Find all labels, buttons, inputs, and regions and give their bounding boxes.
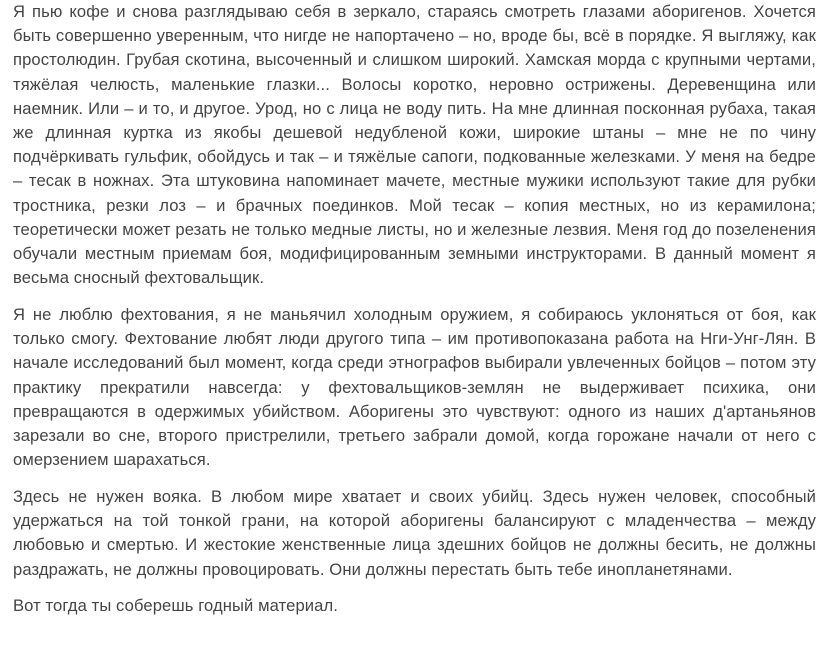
article-body bbox=[13, 0, 816, 631]
paragraph-2: Я не люблю фехтования, я не маньячил холодным оружием, я собираюсь уклоняться от боя, как только смогу. Фехтование любят люди другого типа – им противопоказана работа на Нги-Унг-Лян. В начале исследований был момент, когда среди этнографов выбирали увлеченных бойцов – потом эту практику прекратили навсегда: у фехтовальщиков-землян не выдерживает психика, они превращаются в одержимых убийством. Аборигены это чувствуют: одного из наших д'артаньянов зарезали во сне, второго пристрелили, третьего забрали домой, когда горожане начали от него с омерзением шарахаться. bbox=[13, 305, 816, 470]
paragraph-4: Вот тогда ты соберешь годный материал. bbox=[13, 596, 338, 616]
paragraph-3: Здесь не нужен вояка. В любом мире хватает и своих убийц. Здесь нужен человек, способный удержаться на той тонкой грани, на которой аборигены балансируют с младенчества – между любовью и смертью. И жестокие женственные лица здешних бойцов не должны бесить, не должны раздражать, не должны провоцировать. Они должны перестать быть тебе инопланетянами. bbox=[13, 487, 816, 579]
paragraph-1: Я пью кофе и снова разглядываю себя в зеркало, стараясь смотреть глазами аборигенов. Хочется быть совершенно уверенным, что нигде не напортачено – но, вроде бы, всё в порядке. Я выгляжу, как простолюдин. Грубая скотина, высоченный и слишком широкий. Хамская морда с крупными чертами, тяжёлая челюсть, маленькие глазки... Волосы коротко, неровно острижены. Деревенщина или наемник. Или – и то, и другое. Урод, но с лица не воду пить. На мне длинная посконная рубаха, такая же длинная куртка из якобы дешевой недубленой кожи, широкие штаны – мне не по чину подчёркивать гульфик, обойдусь и так – и тяжёлые сапоги, подкованные железками. У меня на бедре – тесак в ножнах. Эта штуковина напоминает мачете, местные мужики используют такие для рубки тростника, резки лоз – и брачных поединков. Мой тесак – копия местных, но из керамилона; теоретически может резать не только медные листы, но и железные лезвия. Меня год до позеленения обучали местным приемам боя, модифицированным земными инструкторами. В данный момент я весьма сносный фехтовальщик. bbox=[13, 2, 816, 288]
